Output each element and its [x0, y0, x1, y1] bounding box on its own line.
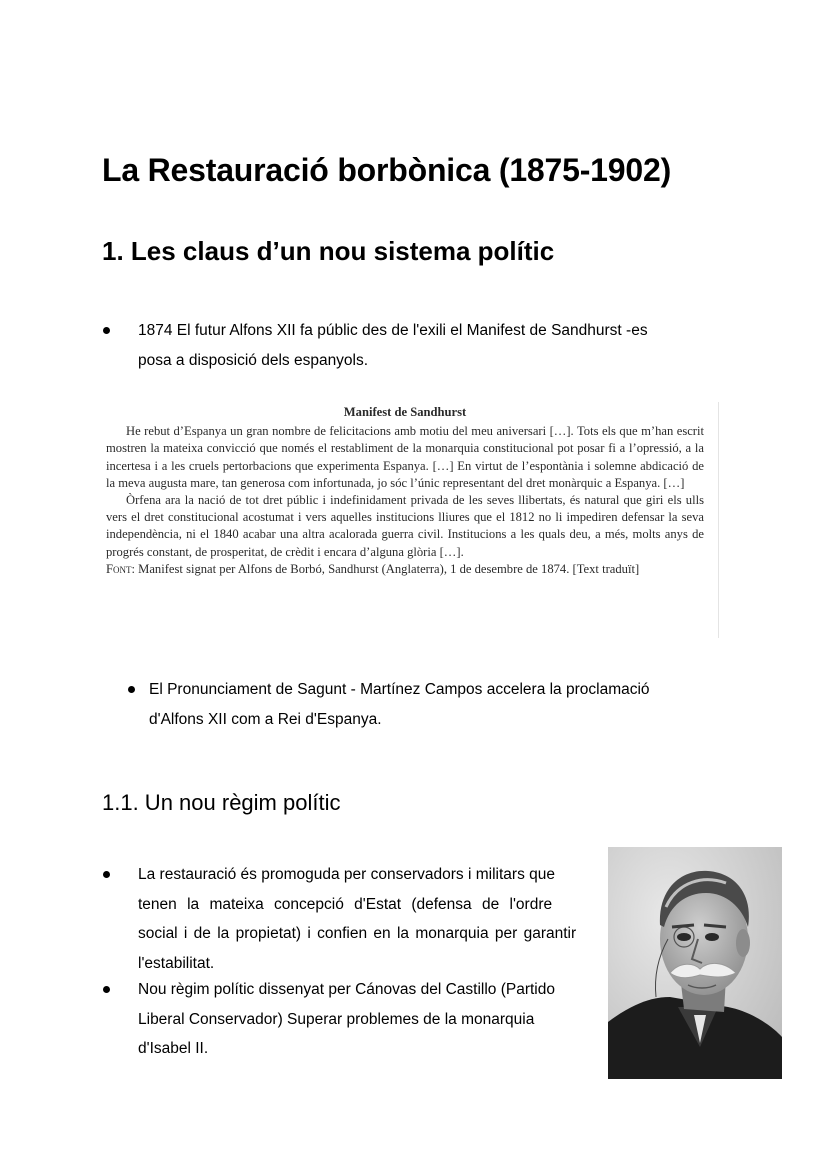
source-label: Font:: [106, 561, 135, 576]
quote-edge-line: [718, 402, 719, 638]
bullet-line: d'Isabel II.: [138, 1040, 209, 1057]
section-heading: 1. Les claus d’un nou sistema polític: [102, 236, 555, 266]
bullet-text: [138, 316, 698, 375]
bullet-line: posa a disposició dels espanyols.: [138, 351, 369, 369]
bullet-dot: [103, 986, 110, 993]
bullet-dot: [103, 871, 110, 878]
bullet-line: tenen la mateixa concepció d'Estat (defensa de l'ordre: [138, 895, 553, 913]
source-text: Manifest signat per Alfons de Borbó, Sandhurst (Anglaterra), 1 de desembre de 1874. [Text traduït]: [135, 561, 640, 576]
bullet-line: Liberal Conservador) Superar problemes de la monarquia: [138, 1010, 535, 1028]
bullet-text: [138, 975, 606, 1064]
portrait-photo: [608, 847, 782, 1079]
bullet-line: social i de la propietat) i confien en la monarquia per garantir: [138, 925, 577, 942]
bullet-line: d'Alfons XII com a Rei d'Espanya.: [149, 710, 382, 728]
quote-paragraph: He rebut d’Espanya un gran nombre de felicitacions amb motiu del meu aniversari […]. Tots els que m’han escrit mostren la mateixa convicció que només el restabliment de la monarquia constitucional pot posar fi a l’opressió, a la incertesa i a les cruels pertorbacions que experimenta Espanya. […] En virtut de l’espontània i solemne abdicació de la meva augusta mare, tan generosa com infortunada, jo sóc l’únic representant del dret monàrquic a Espanya. […]: [106, 424, 704, 490]
bullet-line: Nou règim polític dissenyat per Cánovas del Castillo (Partido: [138, 981, 555, 998]
quote-source: [106, 561, 704, 578]
bullet-text: [138, 860, 606, 978]
bullet-line: 1874 El futur Alfons XII fa públic des de l'exili el Manifest de Sandhurst -es: [138, 322, 648, 339]
quote-title: Manifest de Sandhurst: [343, 405, 467, 419]
bullet-dot: [128, 686, 135, 693]
bullet-dot: [103, 327, 110, 334]
portrait-illustration: [608, 847, 782, 1079]
subsection-heading: 1.1. Un nou règim polític: [102, 790, 341, 815]
bullet-line: El Pronunciament de Sagunt - Martínez Campos accelera la proclamació: [149, 681, 650, 698]
bullet-line: La restauració és promoguda per conservadors i militars que: [138, 866, 555, 883]
bullet-line: l'estabilitat.: [138, 954, 215, 972]
bullet-text: [149, 675, 709, 734]
quote-paragraph: Òrfena ara la nació de tot dret públic i indefinidament privada de les seves llibertats, és natural que giri els ulls vers el dret constitucional acostumat i vers aquelles institucions lliures que el 1812 no li impediren defensar la seva independència, ni el 1840 acabar una altra acalorada guerra civil. Institucions a les quals deu, a més, molts anys de progrés constant, de prosperitat, de crèdit i encara d’alguna glòria […].: [106, 493, 704, 559]
manifest-quote-box: [106, 404, 704, 578]
document-title: La Restauració borbònica (1875-1902): [102, 152, 672, 188]
